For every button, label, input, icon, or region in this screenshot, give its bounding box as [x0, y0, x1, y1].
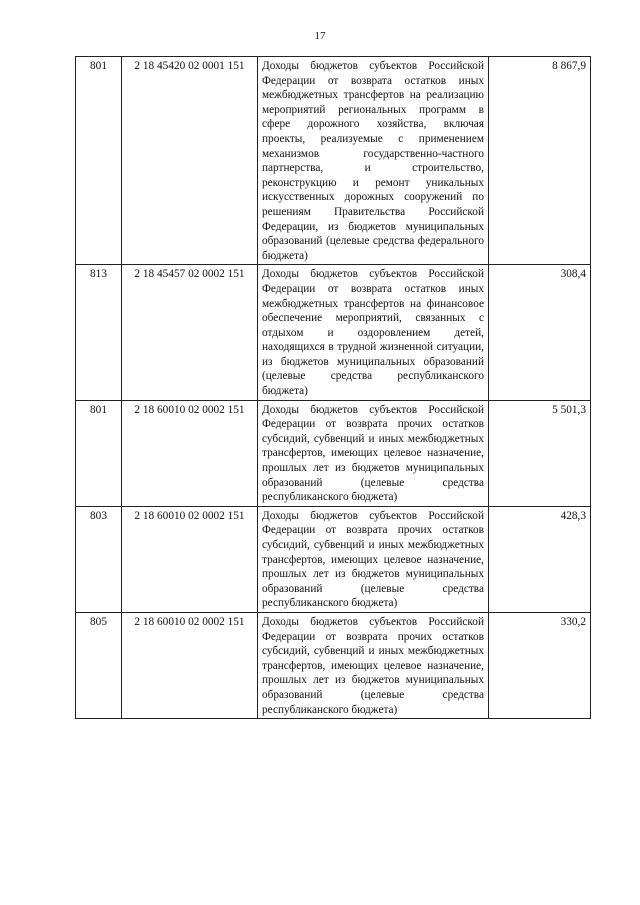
revenue-name-cell: Доходы бюджетов субъектов Российской Федерации от возврата прочих остатков субсидий, субвенций и иных межбюджетных трансфертов, имеющих целевое назначение, прошлых лет из бюджетов муниципальных образований (целевые средства республиканского бюджета)	[258, 400, 489, 506]
revenue-name-cell: Доходы бюджетов субъектов Российской Федерации от возврата остатков иных межбюджетных трансфертов на реализацию мероприятий региональных программ в сфере дорожного хозяйства, включая проекты, реализуемые с применением механизмов государственно-частного партнерства, и строительство, реконструкцию и ремонт уникальных искусственных дорожных сооружений по решениям Правительства Российской Федерации, из бюджетов муниципальных образований (целевые средства федерального бюджета)	[258, 57, 489, 265]
table-row	[76, 265, 591, 400]
admin-code-cell: 813	[76, 265, 122, 400]
amount-cell: 428,3	[489, 506, 591, 612]
amount-cell: 330,2	[489, 612, 591, 718]
revenue-name-cell: Доходы бюджетов субъектов Российской Федерации от возврата прочих остатков субсидий, субвенций и иных межбюджетных трансфертов, имеющих целевое назначение, прошлых лет из бюджетов муниципальных образований (целевые средства республиканского бюджета)	[258, 612, 489, 718]
admin-code-cell: 803	[76, 506, 122, 612]
table-row	[76, 57, 591, 265]
revenue-code-cell: 2 18 60010 02 0002 151	[122, 400, 258, 506]
revenue-name-cell: Доходы бюджетов субъектов Российской Федерации от возврата прочих остатков субсидий, субвенций и иных межбюджетных трансфертов, имеющих целевое назначение, прошлых лет из бюджетов муниципальных образований (целевые средства республиканского бюджета)	[258, 506, 489, 612]
admin-code-cell: 801	[76, 400, 122, 506]
amount-cell: 8 867,9	[489, 57, 591, 265]
admin-code-cell: 805	[76, 612, 122, 718]
amount-cell: 5 501,3	[489, 400, 591, 506]
budget-revenue-table	[75, 56, 591, 719]
revenue-code-cell: 2 18 45457 02 0002 151	[122, 265, 258, 400]
revenue-code-cell: 2 18 45420 02 0001 151	[122, 57, 258, 265]
table-row	[76, 506, 591, 612]
revenue-code-cell: 2 18 60010 02 0002 151	[122, 612, 258, 718]
revenue-name-cell: Доходы бюджетов субъектов Российской Федерации от возврата остатков иных межбюджетных трансфертов на финансовое обеспечение мероприятий, связанных с отдыхом и оздоровлением детей, находящихся в трудной жизненной ситуации, из бюджетов муниципальных образований (целевые средства республиканского бюджета)	[258, 265, 489, 400]
admin-code-cell: 801	[76, 57, 122, 265]
table-row	[76, 400, 591, 506]
revenue-code-cell: 2 18 60010 02 0002 151	[122, 506, 258, 612]
table-row	[76, 612, 591, 718]
amount-cell: 308,4	[489, 265, 591, 400]
page-number: 17	[314, 30, 326, 42]
